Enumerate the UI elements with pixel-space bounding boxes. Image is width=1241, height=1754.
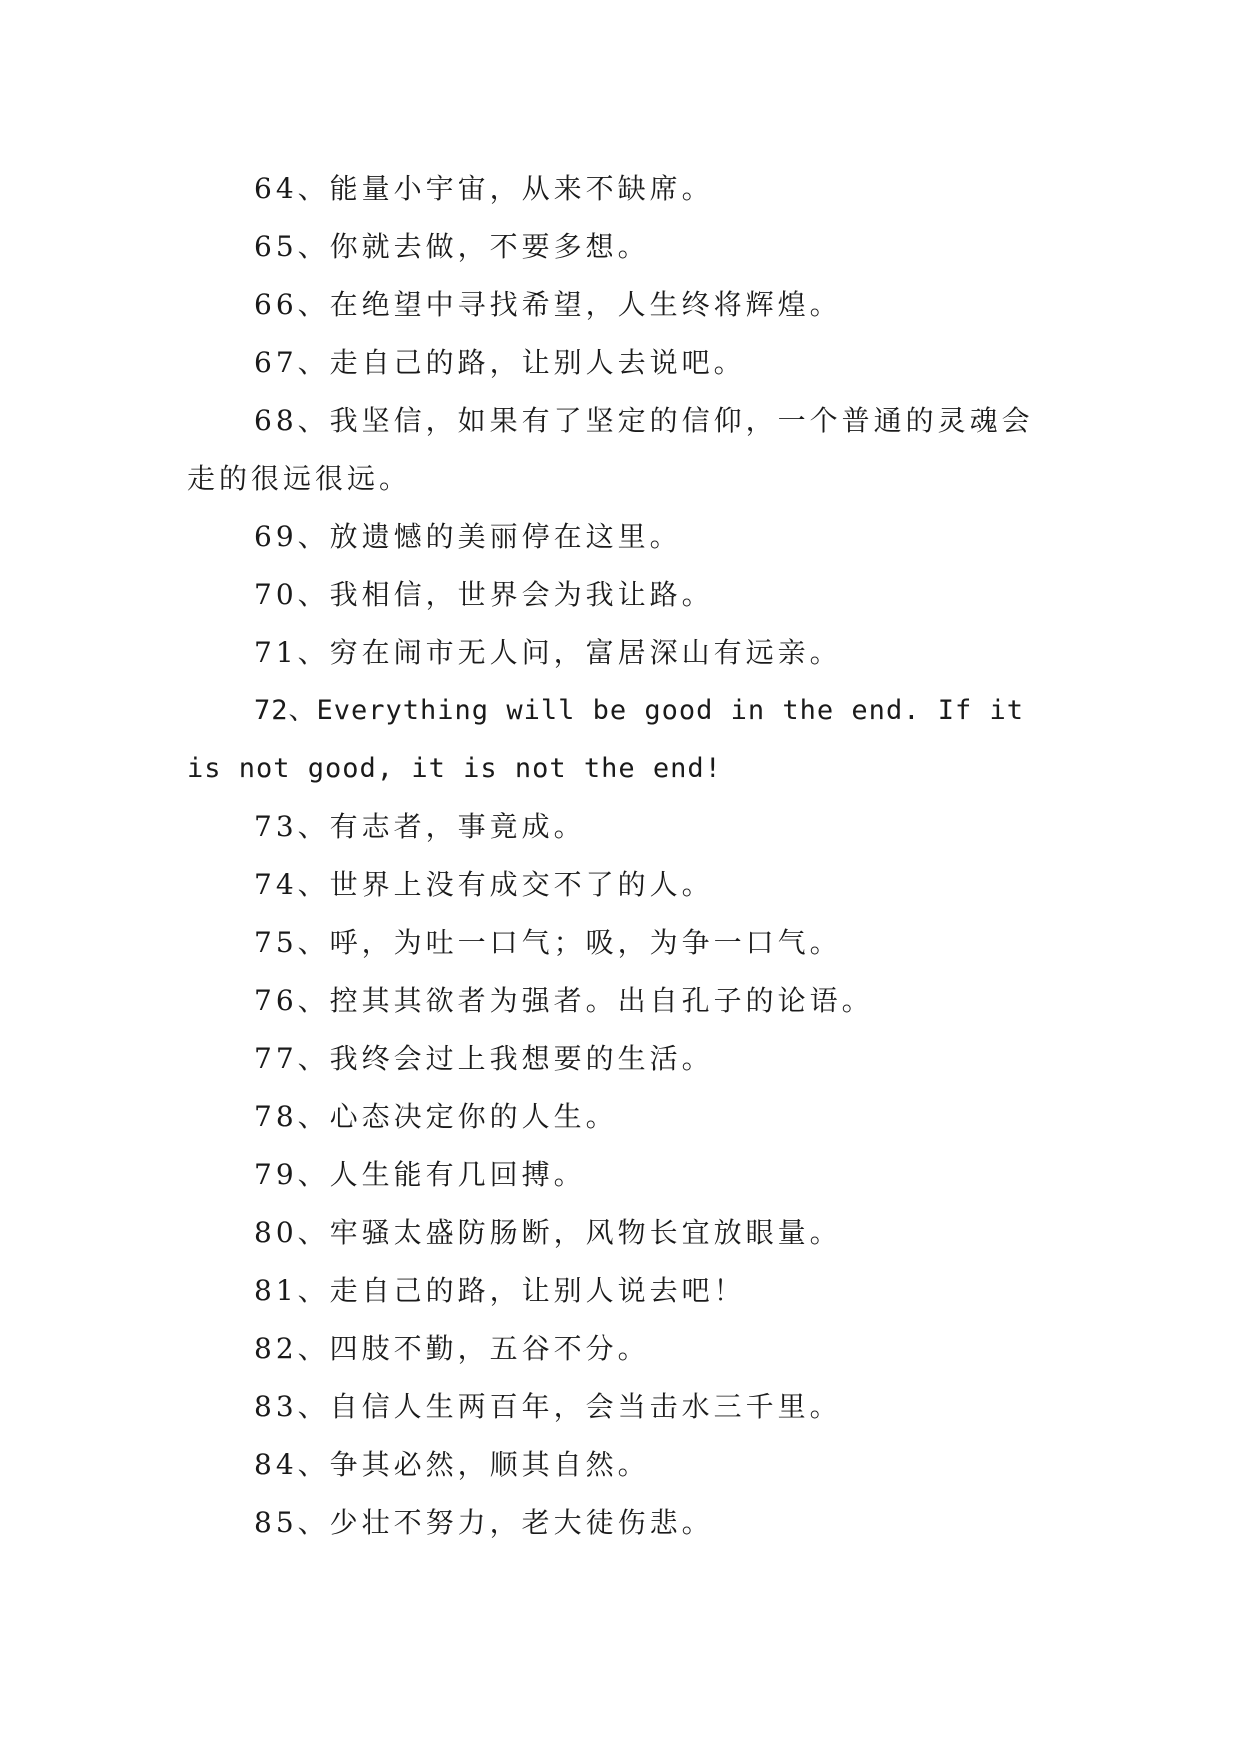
list-item: 84、争其必然，顺其自然。: [254, 1448, 650, 1481]
list-item: 77、我终会过上我想要的生活。: [254, 1042, 714, 1075]
list-item: 82、四肢不勤，五谷不分。: [254, 1332, 650, 1365]
list-item: 78、心态决定你的人生。: [254, 1100, 618, 1133]
list-item: 83、自信人生两百年，会当击水三千里。: [254, 1390, 842, 1423]
list-item: 71、穷在闹市无人问，富居深山有远亲。: [254, 636, 842, 669]
list-item: 66、在绝望中寻找希望，人生终将辉煌。: [254, 288, 842, 321]
quote-list: [187, 160, 1047, 1552]
list-item: 65、你就去做，不要多想。: [254, 230, 650, 263]
list-item: 85、少壮不努力，老大徒伤悲。: [254, 1506, 714, 1539]
list-item: 81、走自己的路，让别人说去吧！: [254, 1274, 746, 1307]
list-item: 79、人生能有几回搏。: [254, 1158, 586, 1191]
list-item: 68、我坚信，如果有了坚定的信仰，一个普通的灵魂会走的很远很远。: [187, 404, 1034, 495]
list-item: 74、世界上没有成交不了的人。: [254, 868, 714, 901]
list-item: 76、控其其欲者为强者。出自孔子的论语。: [254, 984, 874, 1017]
list-item: 70、我相信，世界会为我让路。: [254, 578, 714, 611]
list-item: 69、放遗憾的美丽停在这里。: [254, 520, 682, 553]
list-item: 64、能量小宇宙，从来不缺席。: [254, 172, 714, 205]
list-item: 72、Everything will be good in the end. If it is not good, it is not the end!: [187, 695, 1024, 784]
list-item: 75、呼，为吐一口气；吸，为争一口气。: [254, 926, 842, 959]
list-item: 73、有志者，事竟成。: [254, 810, 586, 843]
list-item: 80、牢骚太盛防肠断，风物长宜放眼量。: [254, 1216, 842, 1249]
list-item: 67、走自己的路，让别人去说吧。: [254, 346, 746, 379]
